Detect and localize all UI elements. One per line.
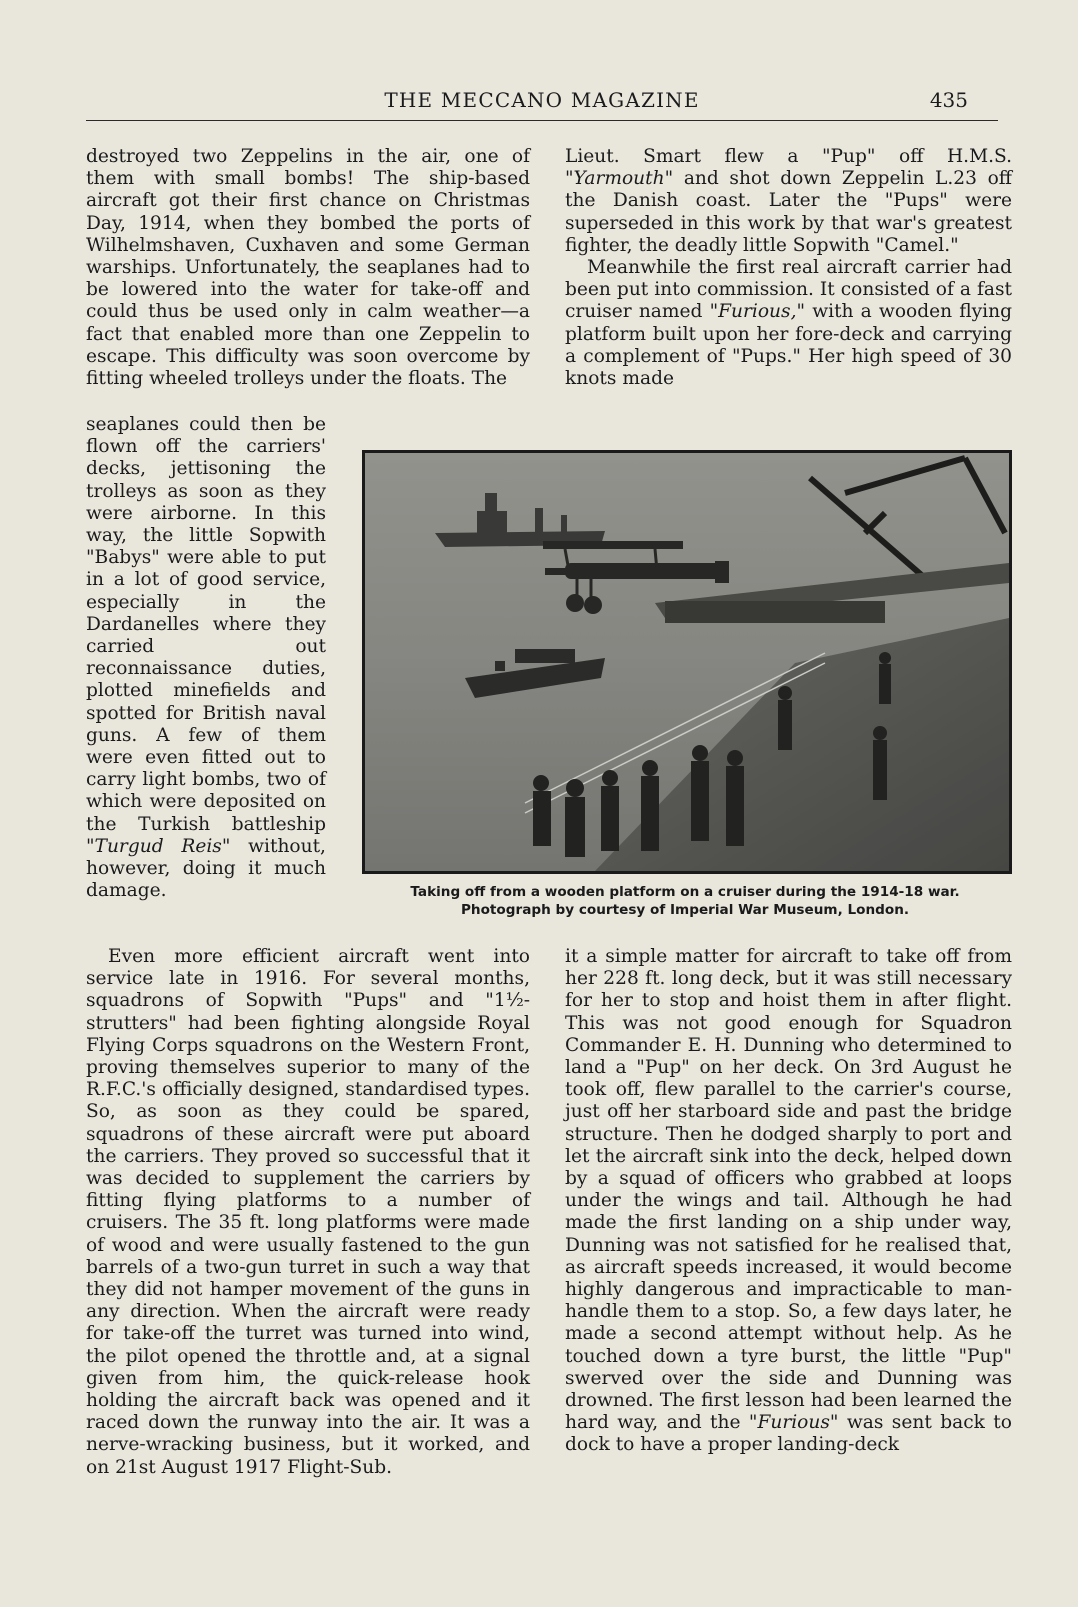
text-run: was sent back to dock to have a proper landing-deck — [565, 1412, 1012, 1456]
caption-line: Taking off from a wooden platform on a cruiser during the 1914-18 war. — [410, 884, 960, 900]
text-run: and shot down Zeppelin L.23 off the Danish coast. Later the "Pups" were superseded in this work by that war's greatest fighter, the deadly little Sopwith "Camel." — [565, 168, 1013, 256]
magazine-title: THE MECCANO MAGAZINE — [384, 88, 700, 112]
ship-name: "Furious," — [709, 301, 806, 323]
right-column-bottom-text — [565, 946, 1012, 1457]
paragraph — [86, 414, 326, 902]
text-run: Lieut. Smart flew a "Pup" off H.M.S. — [565, 146, 1012, 167]
photo-illustration — [365, 453, 1009, 871]
page-number: 435 — [929, 88, 968, 112]
text-run: it a simple matter for aircraft to take off from her 228 ft. long deck, but it was still necessary for her to stop and hoist them in after flight. This was not good enough for Squadron Commander E. H. Dunning who determined to land a "Pup" on her deck. On 3rd August he took off, flew parallel to the carrier's course, just off her starboard side and past the bridge structure. Then he dodged sharply to port and let the aircraft sink into the deck, helped down by a squad of officers who grabbed at loops under the wings and tail. Although he had made the first landing on a ship under way, Dunning was not satisfied for he realised that, as aircraft speeds increased, it would become highly dangerous and impracticable to man-handle them to a stop. So, a few days later, he made a second attempt without help. As he touched down a tyre burst, the little "Pup" swerved over the side and Dunning was drowned. The first lesson had been learned the hard way, and the — [565, 946, 1012, 1434]
page-header — [86, 86, 998, 121]
historical-photograph — [362, 450, 1012, 874]
paragraph: destroyed two Zeppelins in the air, one of them with small bombs! The ship-based aircraft got their first chance on Christmas Day, 1914, when they bombed the ports of Wilhelmshaven, Cuxhaven and some German warships. Unfortunately, the seaplanes had to be lowered into the water for take-off and could thus be used only in calm weather—a fact that enabled more than one Zeppelin to escape. This difficulty was soon overcome by fitting wheeled trolleys under the floats. The — [86, 146, 530, 390]
text-run: Meanwhile the first real aircraft carrier had been put into commission. It consisted of a fast cruiser named — [565, 257, 1012, 323]
left-column-side-text — [86, 414, 326, 902]
text-run: without, however, doing it much damage. — [86, 835, 326, 902]
ship-name: "Furious" — [748, 1412, 839, 1434]
paragraph — [565, 257, 1012, 390]
ship-name: "Yarmouth" — [565, 168, 674, 190]
ship-name: "Turgud Reis" — [86, 835, 231, 857]
caption-credit: Photograph by courtesy of Imperial War Museum, London. — [460, 902, 910, 918]
text-run: seaplanes could then be flown off the carriers' decks, jettisoning the trolleys as soon as they were airborne. In this way, the little Sopwith "Babys" were able to put in a lot of good service, especially in the Dardanelles where they carried out reconnaissance duties, plotted minefields and spotted for British naval guns. A few of them were even fitted out to carry light bombs, two of which were deposited on the Turkish battleship — [86, 414, 326, 835]
text-run: with a wooden flying platform built upon her fore-deck and carrying a complement of "Pups." Her high speed of 30 knots made — [565, 301, 1013, 390]
paragraph — [565, 946, 1012, 1457]
right-column-top-text — [565, 146, 1012, 390]
paragraph: Even more efficient aircraft went into service late in 1916. For several months, squadrons of Sopwith "Pups" and "1½-strutters" had been fighting alongside Royal Flying Corps squadrons on the Western Front, proving themselves superior to many of the R.F.C.'s officially designed, standardised types. So, as soon as they could be spared, squadrons of these aircraft were put aboard the carriers. They proved so successful that it was decided to supplement the carriers by fitting flying platforms to a number of cruisers. The 35 ft. long platforms were made of wood and were usually fastened to the gun barrels of a two-gun turret in such a way that they did not hamper movement of the guns in any direction. When the aircraft were ready for take-off the turret was turned into wind, the pilot opened the throttle and, at a signal given from him, the quick-release hook holding the aircraft back was opened and it raced down the runway into the air. It was a nerve-wracking business, but it worked, and on 21st August 1917 Flight-Sub. — [86, 946, 530, 1478]
left-column-top-text — [86, 146, 530, 390]
paragraph — [565, 146, 1012, 257]
photo-caption — [340, 883, 1030, 919]
left-column-bottom-text — [86, 946, 530, 1479]
